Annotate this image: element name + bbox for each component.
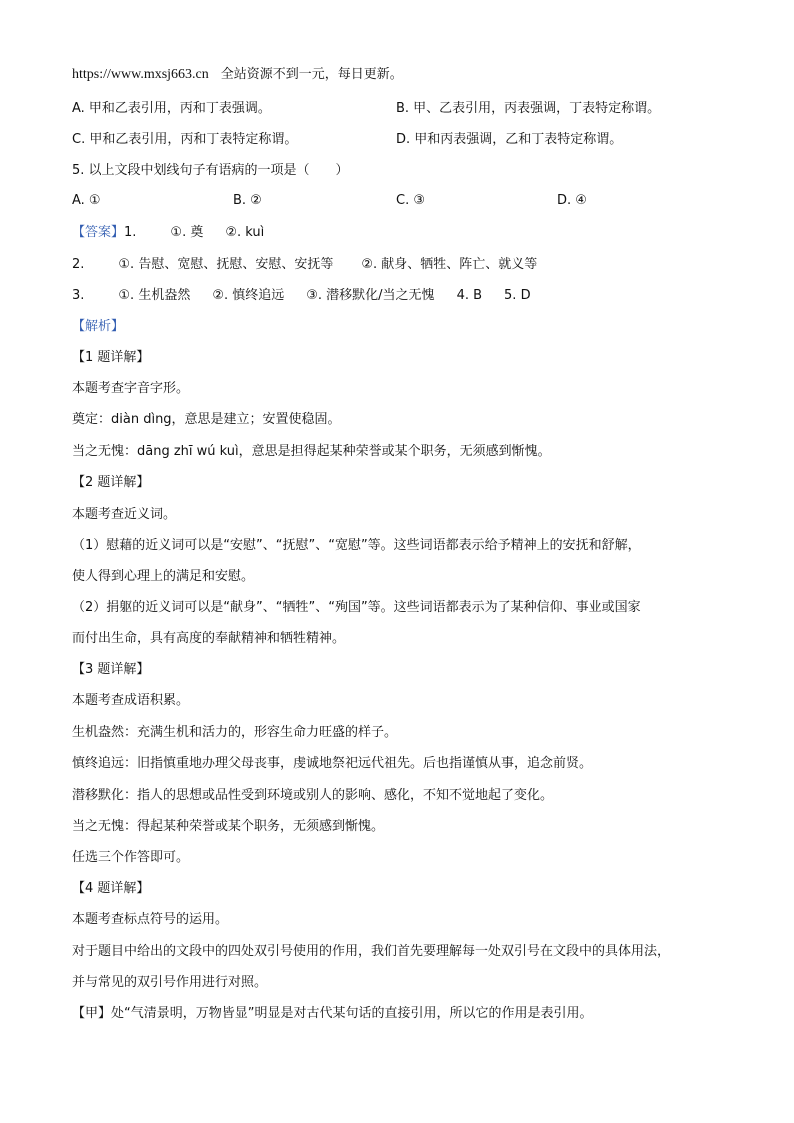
answer-label: 【答案】 [72,225,125,240]
site-slogan: 全站资源不到一元，每日更新。 [220,67,403,82]
site-url[interactable]: https://www.mxsj663.cn [72,67,209,82]
answer-4: 4. B [456,288,483,303]
answer-line-2 [72,256,537,274]
q5-option-a: A. ① [72,193,101,208]
answer-line-3 [72,287,531,305]
section-3-heading: 【3 题详解】 [72,662,150,677]
option-b: B. 甲、乙表引用，丙表强调，丁表特定称谓。 [396,101,661,116]
section-3-line: 生机盎然：充满生机和活力的，形容生命力旺盛的样子。 [72,725,398,740]
section-2-line: （1）慰藉的近义词可以是“安慰”、“抚慰”、“宽慰”等。这些词语都表示给予精神上的安抚和舒解， [72,538,641,553]
answer-2-part-1: ①. 告慰、宽慰、抚慰、安慰、安抚等 [118,257,334,272]
option-c: C. 甲和乙表引用，丙和丁表特定称谓。 [72,132,298,147]
answer-1-part-1: ①. 奠 [170,225,204,240]
section-2-line: 本题考查近义词。 [72,507,177,522]
q5-option-d: D. ④ [557,193,587,208]
section-2-line: 使人得到心理上的满足和安慰。 [72,569,255,584]
section-3-line: 当之无愧：得起某种荣誉或某个职务，无须感到惭愧。 [72,819,385,834]
answer-1-num: 1. [124,225,137,240]
section-3-line: 潜移默化：指人的思想或品性受到环境或别人的影响、感化，不知不觉地起了变化。 [72,788,554,803]
analysis-label: 【解析】 [72,319,125,334]
section-2-line: 而付出生命，具有高度的奉献精神和牺牲精神。 [72,631,346,646]
option-d: D. 甲和丙表强调，乙和丁表特定称谓。 [396,132,623,147]
answer-line-1 [72,224,264,242]
answer-5: 5. D [504,288,531,303]
answer-2-num: 2. [72,257,85,272]
section-2-line: （2）捐躯的近义词可以是“献身”、“牺牲”、“殉国”等。这些词语都表示为了某种信仰、事业或国家 [72,600,641,615]
section-4-line: 【甲】处“气清景明，万物皆显”明显是对古代某句话的直接引用，所以它的作用是表引用。 [72,1006,593,1021]
option-a: A. 甲和乙表引用，丙和丁表强调。 [72,101,271,116]
section-3-line: 本题考查成语积累。 [72,693,190,708]
q5-option-c: C. ③ [396,193,425,208]
section-1-line: 奠定：diàn dìng，意思是建立；安置使稳固。 [72,412,341,427]
section-3-line: 任选三个作答即可。 [72,850,190,865]
section-1-heading: 【1 题详解】 [72,350,150,365]
answer-1-part-2: ②. kuì [225,225,265,240]
header-line [72,66,403,84]
section-3-line: 慎终追远：旧指慎重地办理父母丧事，虔诚地祭祀远代祖先。后也指谨慎从事，追念前贤。 [72,756,593,771]
section-4-line: 本题考查标点符号的运用。 [72,912,229,927]
answer-3-part-2: ②. 慎终追远 [212,288,285,303]
section-2-heading: 【2 题详解】 [72,475,150,490]
answer-3-part-1: ①. 生机盎然 [118,288,191,303]
answer-3-num: 3. [72,288,85,303]
section-1-line: 本题考查字音字形。 [72,381,190,396]
question-5-stem: 5. 以上文段中划线句子有语病的一项是（ ） [72,163,349,178]
section-4-heading: 【4 题详解】 [72,881,150,896]
section-4-line: 并与常见的双引号作用进行对照。 [72,975,268,990]
answer-2-part-2: ②. 献身、牺牲、阵亡、就义等 [361,257,538,272]
section-1-line: 当之无愧：dāng zhī wú kuì，意思是担得起某种荣誉或某个职务，无须感到惭愧。 [72,444,551,459]
q5-option-b: B. ② [233,193,262,208]
section-4-line: 对于题目中给出的文段中的四处双引号使用的作用，我们首先要理解每一处双引号在文段中的具体用法， [72,944,671,959]
answer-3-part-3: ③. 潜移默化/当之无愧 [306,288,435,303]
